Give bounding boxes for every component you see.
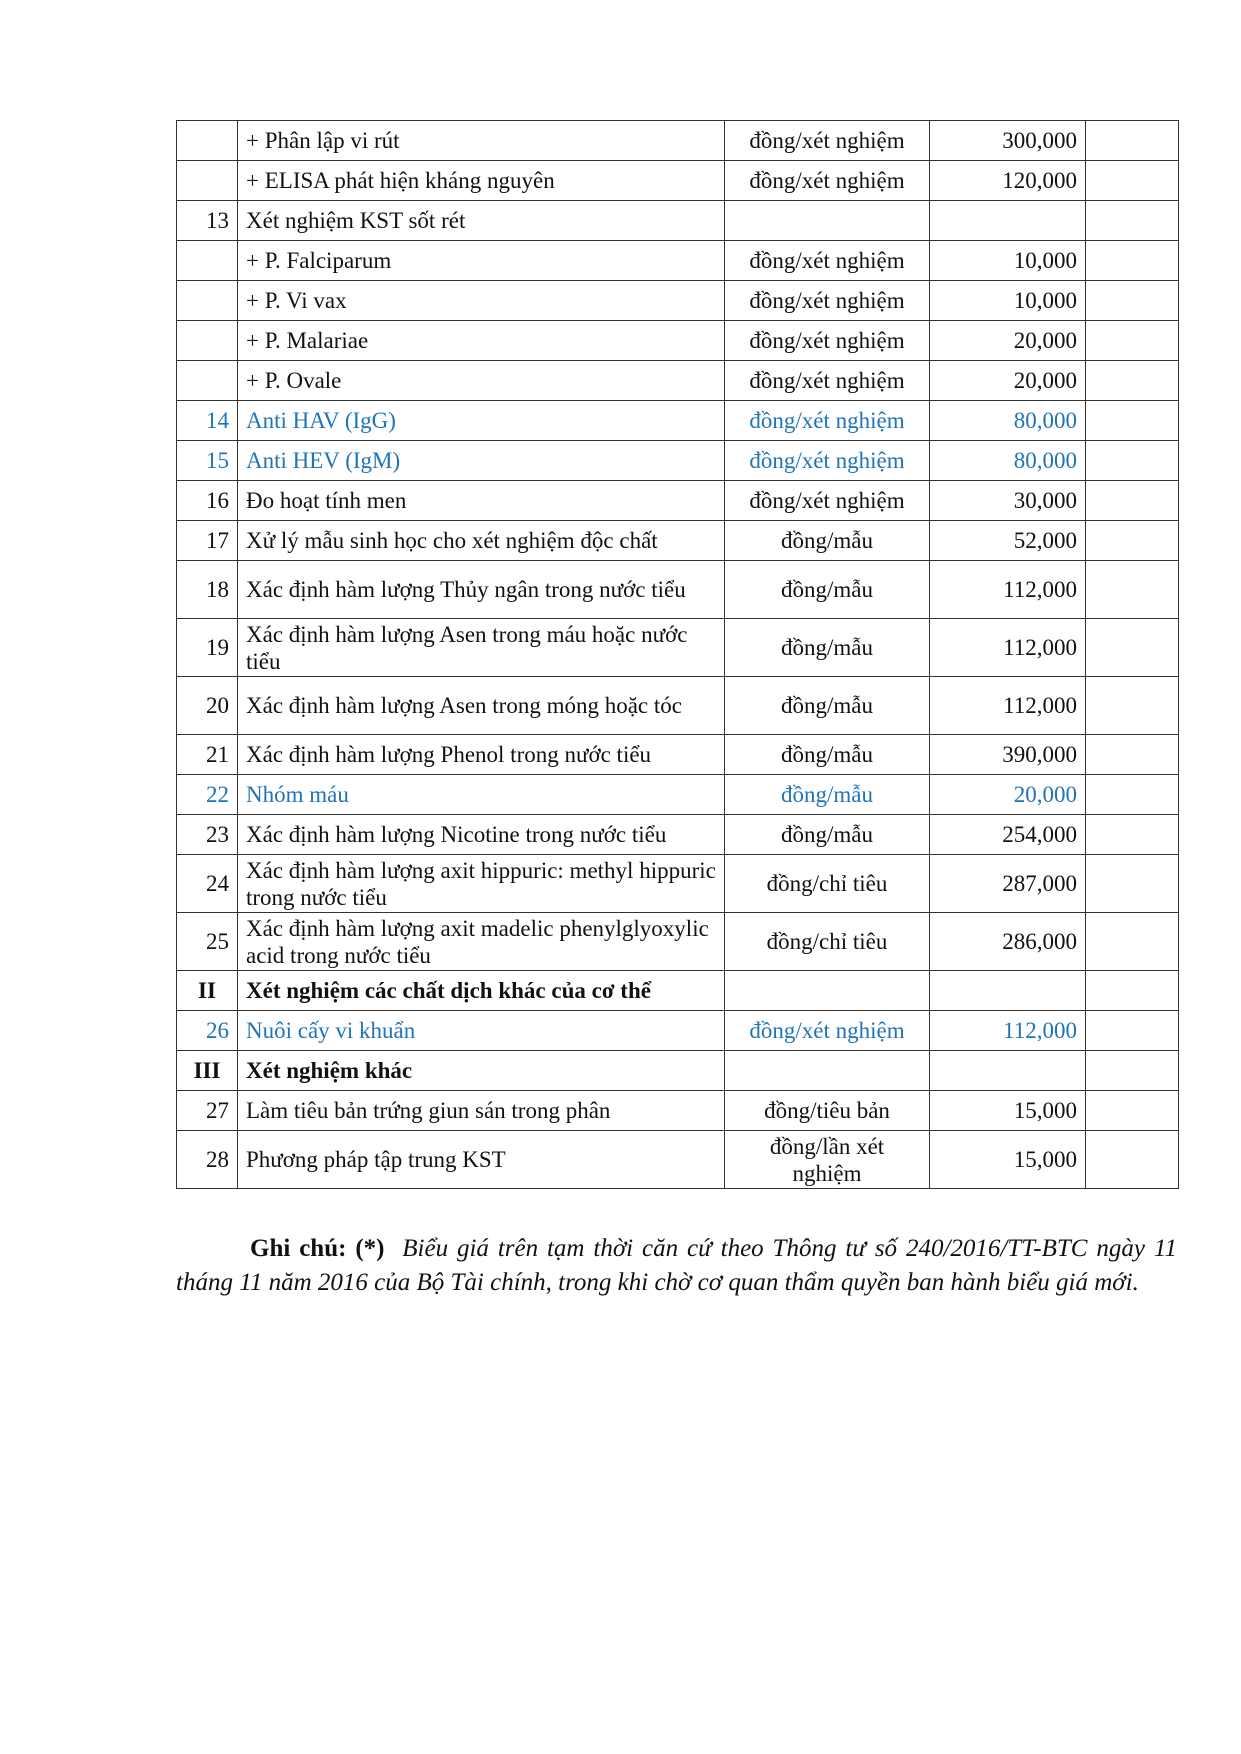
table-row xyxy=(177,1011,1179,1051)
test-name-cell: + P. Vi vax xyxy=(238,281,725,321)
table-row xyxy=(177,441,1179,481)
note-cell xyxy=(1086,281,1179,321)
unit-cell: đồng/mẫu xyxy=(725,521,930,561)
unit-cell: đồng/mẫu xyxy=(725,677,930,735)
unit-cell: đồng/xét nghiệm xyxy=(725,321,930,361)
note-cell xyxy=(1086,481,1179,521)
row-number-cell: 23 xyxy=(177,815,238,855)
test-name-cell: Nhóm máu xyxy=(238,775,725,815)
unit-cell: đồng/lần xét nghiệm xyxy=(725,1131,930,1189)
test-name-cell: + P. Malariae xyxy=(238,321,725,361)
note-cell xyxy=(1086,161,1179,201)
row-number-cell: 15 xyxy=(177,441,238,481)
row-number-cell xyxy=(177,321,238,361)
price-cell: 286,000 xyxy=(930,913,1086,971)
price-cell: 390,000 xyxy=(930,735,1086,775)
note-cell xyxy=(1086,441,1179,481)
price-cell: 120,000 xyxy=(930,161,1086,201)
price-cell: 52,000 xyxy=(930,521,1086,561)
row-number-cell: 22 xyxy=(177,775,238,815)
price-cell: 20,000 xyxy=(930,361,1086,401)
price-cell: 20,000 xyxy=(930,321,1086,361)
table-row xyxy=(177,775,1179,815)
row-number-cell xyxy=(177,241,238,281)
price-cell: 20,000 xyxy=(930,775,1086,815)
note-cell xyxy=(1086,619,1179,677)
unit-cell: đồng/tiêu bản xyxy=(725,1091,930,1131)
test-name-cell: + P. Ovale xyxy=(238,361,725,401)
unit-cell: đồng/xét nghiệm xyxy=(725,361,930,401)
row-number-cell: 14 xyxy=(177,401,238,441)
test-name-cell: Xác định hàm lượng Nicotine trong nước tiểu xyxy=(238,815,725,855)
price-cell: 10,000 xyxy=(930,241,1086,281)
note-cell xyxy=(1086,855,1179,913)
test-name-cell: Nuôi cấy vi khuẩn xyxy=(238,1011,725,1051)
note-cell xyxy=(1086,201,1179,241)
test-name-cell: Xác định hàm lượng axit hippuric: methyl hippuric trong nước tiểu xyxy=(238,855,725,913)
price-table xyxy=(176,120,1179,1189)
price-cell: 80,000 xyxy=(930,401,1086,441)
table-row xyxy=(177,561,1179,619)
unit-cell: đồng/xét nghiệm xyxy=(725,481,930,521)
test-name-cell: Xác định hàm lượng Thủy ngân trong nước tiểu xyxy=(238,561,725,619)
price-cell xyxy=(930,1051,1086,1091)
row-number-cell: 18 xyxy=(177,561,238,619)
unit-cell: đồng/mẫu xyxy=(725,735,930,775)
test-name-cell: + ELISA phát hiện kháng nguyên xyxy=(238,161,725,201)
table-row xyxy=(177,735,1179,775)
row-number-cell: 16 xyxy=(177,481,238,521)
test-name-cell: Xét nghiệm KST sốt rét xyxy=(238,201,725,241)
table-row xyxy=(177,161,1179,201)
note-cell xyxy=(1086,815,1179,855)
price-table-body xyxy=(177,121,1179,1189)
price-cell: 112,000 xyxy=(930,1011,1086,1051)
table-row xyxy=(177,361,1179,401)
unit-cell: đồng/mẫu xyxy=(725,815,930,855)
row-number-cell xyxy=(177,161,238,201)
note-cell xyxy=(1086,401,1179,441)
table-row xyxy=(177,815,1179,855)
table-row xyxy=(177,521,1179,561)
row-number-cell xyxy=(177,281,238,321)
price-cell xyxy=(930,201,1086,241)
table-row xyxy=(177,201,1179,241)
test-name-cell: Đo hoạt tính men xyxy=(238,481,725,521)
section-row xyxy=(177,1051,1179,1091)
price-cell: 10,000 xyxy=(930,281,1086,321)
table-row xyxy=(177,281,1179,321)
price-cell: 15,000 xyxy=(930,1091,1086,1131)
row-number-cell: II xyxy=(177,971,238,1011)
table-row xyxy=(177,855,1179,913)
table-row xyxy=(177,241,1179,281)
test-name-cell: Anti HEV (IgM) xyxy=(238,441,725,481)
footnote xyxy=(176,1232,1177,1300)
test-name-cell: + Phân lập vi rút xyxy=(238,121,725,161)
table-row xyxy=(177,619,1179,677)
note-cell xyxy=(1086,521,1179,561)
row-number-cell: 24 xyxy=(177,855,238,913)
test-name-cell: Xác định hàm lượng axit madelic phenylglyoxylic acid trong nước tiểu xyxy=(238,913,725,971)
table-row xyxy=(177,1131,1179,1189)
table-row xyxy=(177,481,1179,521)
section-row xyxy=(177,971,1179,1011)
price-cell: 30,000 xyxy=(930,481,1086,521)
price-cell: 112,000 xyxy=(930,677,1086,735)
footnote-text: Biểu giá trên tạm thời căn cứ theo Thông tư số 240/2016/TT-BTC ngày 11 tháng 11 năm 2016 của Bộ Tài chính, trong khi chờ cơ quan thẩm quyền ban hành biểu giá mới. xyxy=(176,1235,1177,1296)
note-cell xyxy=(1086,1051,1179,1091)
row-number-cell: 19 xyxy=(177,619,238,677)
test-name-cell: Xác định hàm lượng Phenol trong nước tiểu xyxy=(238,735,725,775)
price-cell: 300,000 xyxy=(930,121,1086,161)
row-number-cell: 27 xyxy=(177,1091,238,1131)
note-cell xyxy=(1086,913,1179,971)
row-number-cell: 28 xyxy=(177,1131,238,1189)
unit-cell: đồng/xét nghiệm xyxy=(725,161,930,201)
test-name-cell: Xác định hàm lượng Asen trong móng hoặc tóc xyxy=(238,677,725,735)
note-cell xyxy=(1086,1091,1179,1131)
note-cell xyxy=(1086,561,1179,619)
row-number-cell: III xyxy=(177,1051,238,1091)
unit-cell: đồng/xét nghiệm xyxy=(725,241,930,281)
row-number-cell: 21 xyxy=(177,735,238,775)
unit-cell: đồng/xét nghiệm xyxy=(725,441,930,481)
price-cell: 15,000 xyxy=(930,1131,1086,1189)
test-name-cell: Xác định hàm lượng Asen trong máu hoặc nước tiểu xyxy=(238,619,725,677)
row-number-cell: 20 xyxy=(177,677,238,735)
row-number-cell: 17 xyxy=(177,521,238,561)
test-name-cell: Phương pháp tập trung KST xyxy=(238,1131,725,1189)
test-name-cell: + P. Falciparum xyxy=(238,241,725,281)
unit-cell: đồng/chỉ tiêu xyxy=(725,855,930,913)
note-cell xyxy=(1086,321,1179,361)
table-row xyxy=(177,1091,1179,1131)
row-number-cell: 26 xyxy=(177,1011,238,1051)
unit-cell: đồng/mẫu xyxy=(725,775,930,815)
row-number-cell: 25 xyxy=(177,913,238,971)
row-number-cell xyxy=(177,361,238,401)
footnote-label: Ghi chú: (*) xyxy=(250,1235,385,1262)
price-cell: 112,000 xyxy=(930,561,1086,619)
row-number-cell: 13 xyxy=(177,201,238,241)
price-cell: 254,000 xyxy=(930,815,1086,855)
note-cell xyxy=(1086,1131,1179,1189)
unit-cell: đồng/xét nghiệm xyxy=(725,1011,930,1051)
note-cell xyxy=(1086,971,1179,1011)
unit-cell: đồng/xét nghiệm xyxy=(725,401,930,441)
test-name-cell: Xét nghiệm khác xyxy=(238,1051,725,1091)
unit-cell: đồng/mẫu xyxy=(725,619,930,677)
unit-cell: đồng/mẫu xyxy=(725,561,930,619)
note-cell xyxy=(1086,1011,1179,1051)
price-cell: 112,000 xyxy=(930,619,1086,677)
unit-cell: đồng/xét nghiệm xyxy=(725,121,930,161)
price-cell: 287,000 xyxy=(930,855,1086,913)
unit-cell: đồng/chỉ tiêu xyxy=(725,913,930,971)
note-cell xyxy=(1086,361,1179,401)
table-row xyxy=(177,121,1179,161)
price-cell xyxy=(930,971,1086,1011)
table-row xyxy=(177,321,1179,361)
test-name-cell: Xử lý mẫu sinh học cho xét nghiệm độc chất xyxy=(238,521,725,561)
price-cell: 80,000 xyxy=(930,441,1086,481)
unit-cell xyxy=(725,971,930,1011)
note-cell xyxy=(1086,735,1179,775)
note-cell xyxy=(1086,121,1179,161)
table-row xyxy=(177,401,1179,441)
table-row xyxy=(177,677,1179,735)
note-cell xyxy=(1086,677,1179,735)
unit-cell: đồng/xét nghiệm xyxy=(725,281,930,321)
test-name-cell: Anti HAV (IgG) xyxy=(238,401,725,441)
unit-cell xyxy=(725,201,930,241)
note-cell xyxy=(1086,241,1179,281)
note-cell xyxy=(1086,775,1179,815)
test-name-cell: Làm tiêu bản trứng giun sán trong phân xyxy=(238,1091,725,1131)
table-row xyxy=(177,913,1179,971)
row-number-cell xyxy=(177,121,238,161)
unit-cell xyxy=(725,1051,930,1091)
test-name-cell: Xét nghiệm các chất dịch khác của cơ thể xyxy=(238,971,725,1011)
